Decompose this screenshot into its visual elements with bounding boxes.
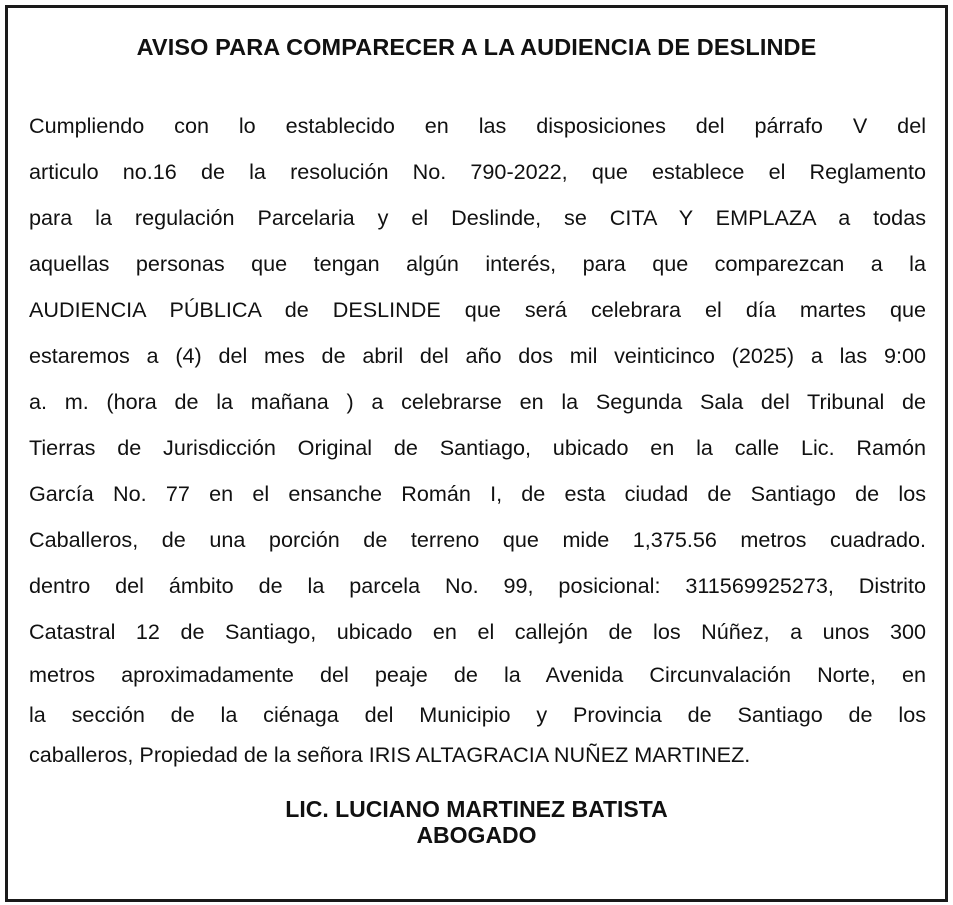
body-line: articulo no.16 de la resolución No. 790-2022, que establece el Reglamento	[29, 159, 926, 184]
notice-body	[29, 103, 926, 775]
body-line: Cumpliendo con lo establecido en las disposiciones del párrafo V del	[29, 113, 926, 138]
body-line: AUDIENCIA PÚBLICA de DESLINDE que será celebrara el día martes que	[29, 297, 926, 322]
body-line: García No. 77 en el ensanche Román I, de esta ciudad de Santiago de los	[29, 481, 926, 506]
signatory-name: LIC. LUCIANO MARTINEZ BATISTA	[285, 796, 668, 822]
body-line: la sección de la ciénaga del Municipio y Provincia de Santiago de los	[29, 702, 926, 727]
notice-frame	[5, 5, 948, 902]
body-line: Catastral 12 de Santiago, ubicado en el callejón de los Núñez, a unos 300	[29, 619, 926, 644]
signatory-role: ABOGADO	[416, 822, 537, 848]
body-line: caballeros, Propiedad de la señora IRIS ALTAGRACIA NUÑEZ MARTINEZ.	[29, 742, 751, 767]
body-line: dentro del ámbito de la parcela No. 99, posicional: 311569925273, Distrito	[29, 573, 926, 598]
body-line: a. m. (hora de la mañana ) a celebrarse en la Segunda Sala del Tribunal de	[29, 389, 926, 414]
notice-title: AVISO PARA COMPARECER A LA AUDIENCIA DE DESLINDE	[136, 34, 817, 60]
body-line: aquellas personas que tengan algún interés, para que comparezcan a la	[29, 251, 926, 276]
body-line: estaremos a (4) del mes de abril del año dos mil veinticinco (2025) a las 9:00	[29, 343, 926, 368]
body-line: Tierras de Jurisdicción Original de Santiago, ubicado en la calle Lic. Ramón	[29, 435, 926, 460]
body-line: para la regulación Parcelaria y el Deslinde, se CITA Y EMPLAZA a todas	[29, 205, 926, 230]
signature-block	[8, 796, 945, 848]
body-line: metros aproximadamente del peaje de la Avenida Circunvalación Norte, en	[29, 662, 926, 687]
body-line: Caballeros, de una porción de terreno que mide 1,375.56 metros cuadrado.	[29, 527, 926, 552]
